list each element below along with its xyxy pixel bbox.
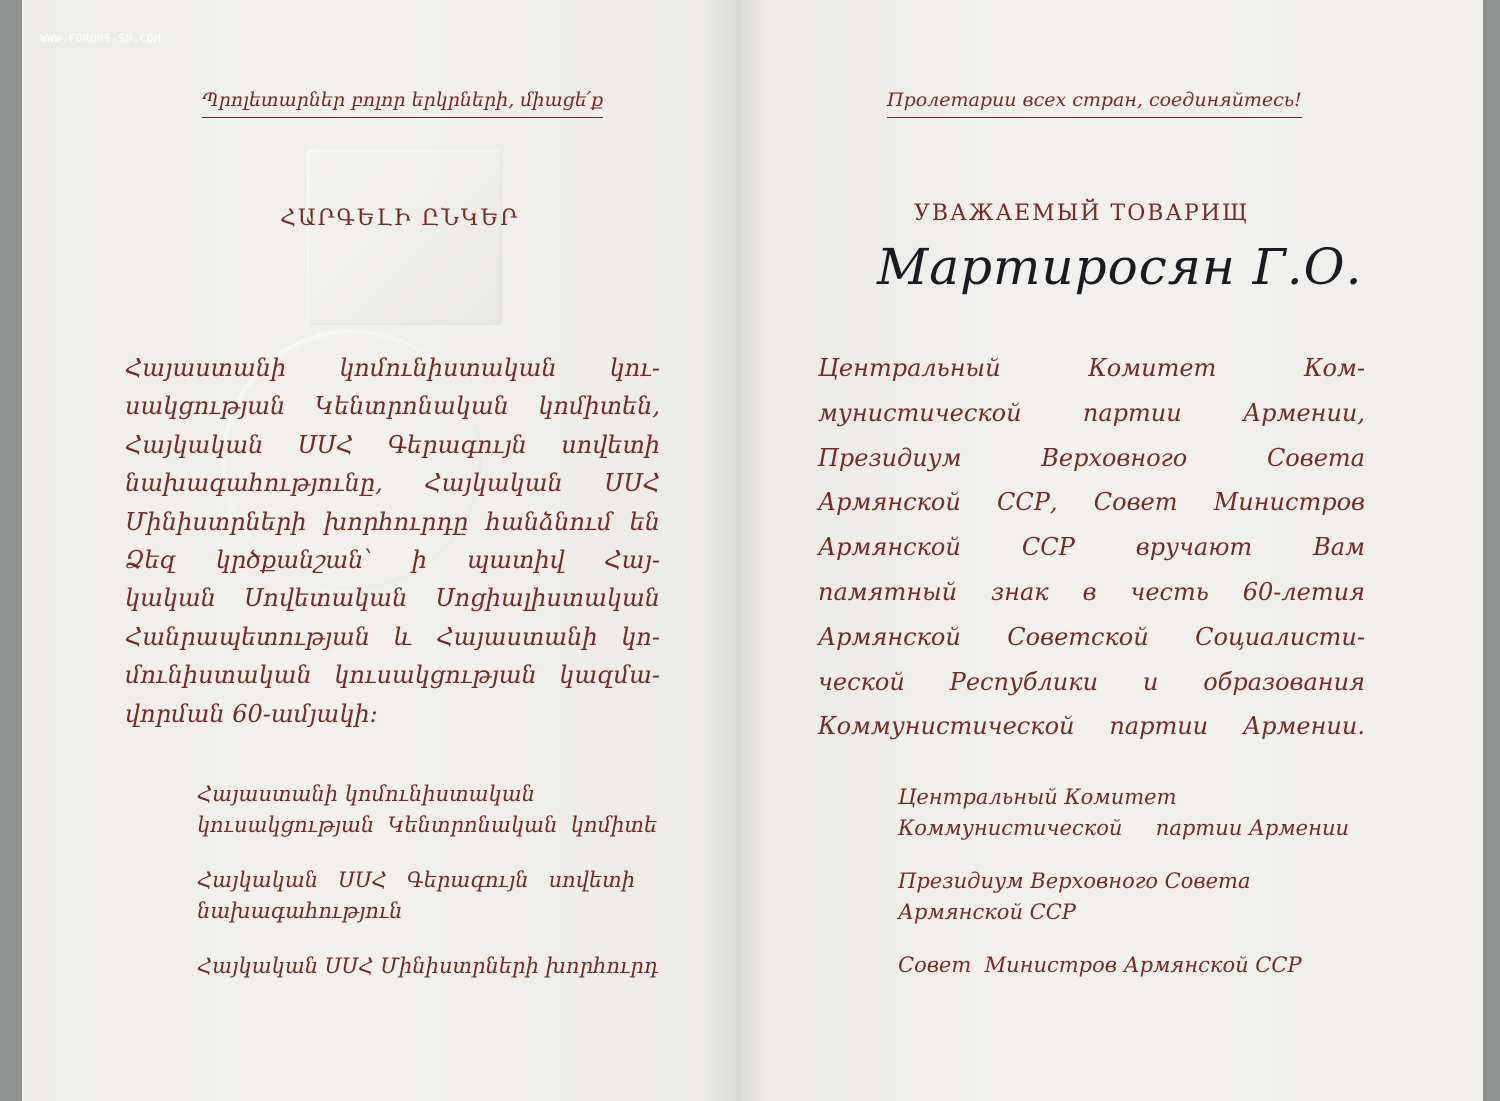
armenian-body-word: կական	[125, 584, 216, 613]
russian-body-word: Армянской	[818, 533, 961, 562]
armenian-body-word: Հայկական	[125, 430, 264, 459]
russian-body-word: ческой	[818, 667, 905, 696]
russian-body-word: Министров	[1213, 488, 1365, 517]
russian-signature-line: Коммунистической партии Армении	[898, 816, 1349, 840]
russian-body-word: в	[1082, 578, 1097, 606]
watermark-text: WWW.FORUMS-SU.COM	[40, 32, 162, 45]
armenian-body-word: սովետի	[561, 430, 660, 459]
armenian-body-word: և	[393, 622, 413, 651]
russian-body-word: знак	[991, 578, 1049, 606]
russian-body-line	[818, 667, 1365, 697]
armenian-body-word: Գերագույն	[387, 430, 527, 459]
russian-body-line	[818, 398, 1365, 428]
russian-body-word: Центральный	[818, 354, 1001, 382]
armenian-body-word: կո-	[621, 622, 660, 651]
armenian-body-word: Հայաստանի	[436, 622, 598, 651]
armenian-signature-line: Հայկական ՍՍՀ Մինիստրների խորհուրդ	[197, 954, 659, 978]
armenian-slogan: Պրոլետարներ բոլոր երկրների, միացե՛ք	[202, 88, 603, 118]
armenian-body-word: նախագահությունը,	[125, 469, 383, 498]
armenian-body-word: խորհուրդը	[324, 507, 469, 536]
armenian-body-line	[125, 699, 660, 729]
armenian-greeting-heading: ՀԱՐԳԵԼԻ ԸՆԿԵՐ	[280, 206, 520, 231]
russian-body-word: партии	[1109, 712, 1209, 741]
russian-body-word: честь	[1130, 578, 1209, 606]
left-page	[22, 0, 737, 1101]
armenian-signature-line: նախագահություն	[197, 899, 403, 923]
armenian-body-word: են	[629, 507, 660, 536]
armenian-body-word: կրծքանշան՝	[215, 546, 373, 574]
armenian-body-word: պատիվ	[466, 546, 565, 574]
russian-body-word: Армянской	[818, 488, 961, 517]
russian-body-line	[818, 711, 1365, 741]
armenian-body-word: կու-	[609, 354, 660, 382]
armenian-body-line	[125, 391, 660, 421]
armenian-body-word: Ձեզ	[125, 546, 177, 574]
armenian-body-word: ՍՍՀ	[297, 430, 354, 459]
right-page	[737, 0, 1483, 1101]
armenian-body-word: մունիստական	[125, 661, 312, 690]
armenian-body-word: կազմա-	[559, 661, 660, 690]
armenian-body-line	[125, 622, 660, 652]
russian-body-word: Комитет	[1088, 354, 1217, 382]
russian-body-word: ССР,	[997, 488, 1058, 517]
russian-body-word: Коммунистической	[818, 712, 1075, 741]
russian-body-word: Ком-	[1303, 354, 1365, 382]
russian-signature-line: Армянской ССР	[898, 900, 1076, 924]
armenian-signature-line: կուսակցության Կենտրոնական կոմիտե	[197, 813, 658, 837]
russian-greeting-heading: УВАЖАЕМЫЙ ТОВАРИЩ	[914, 201, 1250, 226]
russian-slogan: Пролетарии всех стран, соединяйтесь!	[887, 88, 1302, 118]
armenian-body-line	[125, 430, 660, 460]
armenian-body-line	[125, 660, 660, 690]
armenian-body-word: կոմունիստական	[339, 354, 557, 382]
armenian-body-word: Սովետական	[244, 584, 408, 613]
embossed-emblem	[307, 150, 502, 325]
russian-body-word: и	[1142, 667, 1159, 696]
russian-signature-line: Центральный Комитет	[898, 785, 1177, 809]
armenian-body-word: Հանրապետության	[125, 622, 371, 651]
armenian-body-word: հանձնում	[485, 507, 613, 536]
armenian-body-word: Սոցիալիստական	[435, 584, 660, 613]
russian-body-word: памятный	[818, 578, 958, 606]
russian-body-word: Республики	[949, 667, 1099, 696]
russian-signature-line: Совет Министров Армянской ССР	[898, 953, 1302, 977]
armenian-body-word: վորման 60-ամյակի:	[125, 699, 378, 728]
armenian-body-word: Հայկական	[424, 469, 563, 498]
russian-body-word: Совет	[1093, 488, 1178, 517]
armenian-body-word: սակցության	[125, 392, 286, 421]
russian-body-word: ССР	[1021, 533, 1075, 562]
russian-body-word: Президиум	[818, 443, 962, 472]
armenian-body-word: Մինիստրների	[125, 507, 307, 536]
armenian-body-line	[125, 507, 660, 537]
armenian-body-word: ի	[411, 546, 428, 574]
armenian-body-word: կոմիտեն,	[538, 392, 660, 421]
russian-body-word: Социалисти-	[1195, 622, 1365, 651]
russian-body-word: Армянской	[818, 622, 961, 651]
armenian-signature-line: Հայաստանի կոմունիստական	[197, 782, 535, 806]
russian-body-word: мунистической	[818, 398, 1022, 427]
russian-signature-line: Президиум Верховного Совета	[898, 869, 1251, 893]
russian-body-word: Совета	[1266, 443, 1365, 472]
russian-body-word: образования	[1203, 667, 1365, 696]
armenian-body-word: ՍՍՀ	[604, 469, 660, 498]
armenian-body-line	[125, 353, 660, 383]
armenian-body-line	[125, 545, 660, 575]
russian-body-word: Верховного	[1041, 443, 1188, 472]
russian-body-line	[818, 532, 1365, 562]
recipient-name: Мартиросян Г.О.	[877, 238, 1363, 296]
armenian-body-word: Կենտրոնական	[314, 392, 509, 421]
russian-body-word: Армении.	[1242, 712, 1365, 741]
russian-body-line	[818, 443, 1365, 473]
russian-body-word: Вам	[1313, 533, 1365, 562]
armenian-body-word: Հայաստանի	[125, 354, 287, 382]
russian-body-word: вручают	[1135, 533, 1253, 562]
armenian-body-word: Հայ-	[604, 546, 660, 574]
armenian-body-word: կուսակցության	[334, 661, 537, 690]
russian-body-line	[818, 622, 1365, 652]
armenian-body-line	[125, 468, 660, 498]
armenian-body-line	[125, 583, 660, 613]
russian-body-word: 60-летия	[1242, 578, 1365, 606]
armenian-signature-line: Հայկական ՍՍՀ Գերագույն սովետի	[197, 868, 636, 892]
russian-body-word: Советской	[1007, 622, 1149, 651]
russian-body-word: Армении,	[1243, 398, 1365, 427]
russian-body-word: партии	[1082, 398, 1182, 427]
russian-body-line	[818, 353, 1365, 383]
russian-body-line	[818, 577, 1365, 607]
russian-body-line	[818, 487, 1365, 517]
